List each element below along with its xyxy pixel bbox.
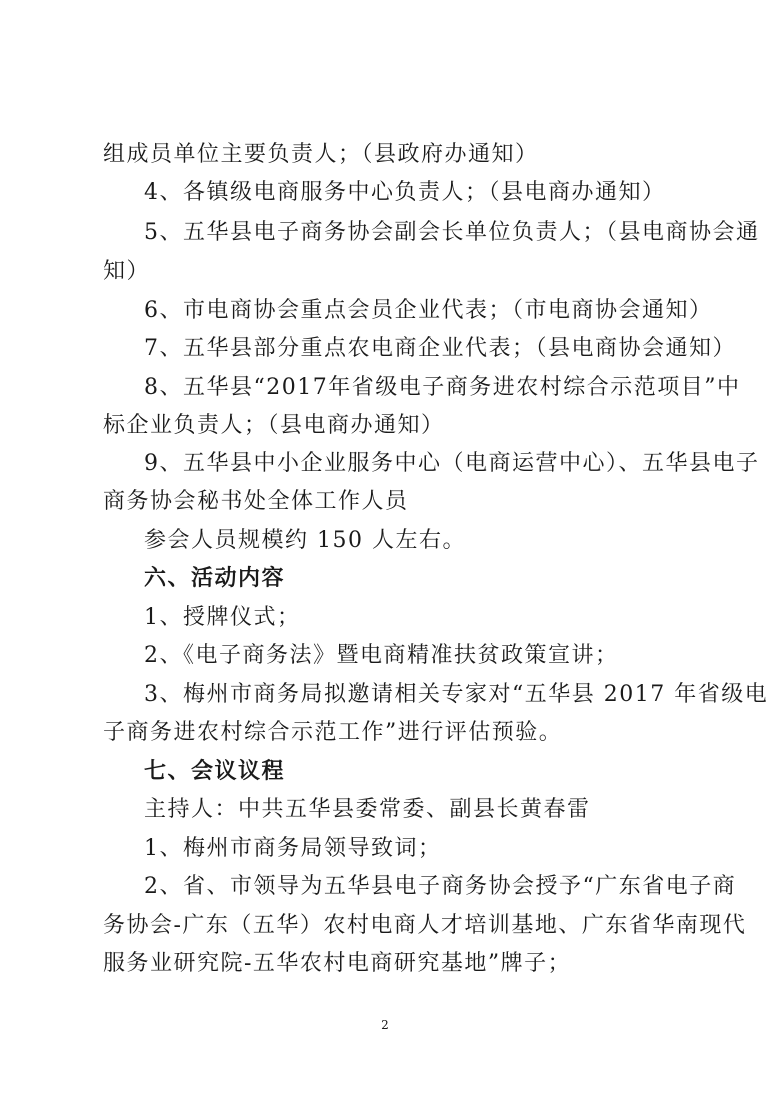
text-line: 标企业负责人；（县电商办通知） xyxy=(103,413,445,438)
page-number: 2 xyxy=(381,1018,389,1032)
text-line: 4、各镇级电商服务中心负责人；（县电商办通知） xyxy=(144,180,666,205)
text-line: 2、省、市领导为五华县电子商务协会授予“广东省电子商 xyxy=(144,874,737,899)
section-heading: 七、会议议程 xyxy=(144,759,286,784)
text-line: 7、五华县部分重点农电商企业代表；（县电商协会通知） xyxy=(144,336,736,361)
text-line: 参会人员规模约 150 人左右。 xyxy=(144,528,466,553)
text-line: 6、市电商协会重点会员企业代表；（市电商协会通知） xyxy=(144,298,713,323)
text-line: 2、《电子商务法》暨电商精准扶贫政策宣讲； xyxy=(144,643,619,668)
text-line: 知） xyxy=(103,259,151,284)
text-line: 服务业研究院-五华农村电商研究基地”牌子； xyxy=(103,951,572,976)
text-line: 9、五华县中小企业服务中心（电商运营中心）、五华县电子 xyxy=(144,451,760,476)
section-heading: 六、活动内容 xyxy=(144,566,286,591)
text-line: 5、五华县电子商务协会副会长单位负责人；（县电商协会通 xyxy=(144,220,760,245)
text-line: 1、授牌仪式； xyxy=(144,605,301,630)
text-line: 组成员单位主要负责人；（县政府办通知） xyxy=(103,142,539,167)
text-line: 子商务进农村综合示范工作”进行评估预验。 xyxy=(103,720,563,745)
text-line: 3、梅州市商务局拟邀请相关专家对“五华县 2017 年省级电 xyxy=(144,682,769,707)
host-line: 主持人：中共五华县委常委、副县长黄春雷 xyxy=(144,797,591,822)
text-line: 商务协会秘书处全体工作人员 xyxy=(103,489,409,514)
text-line: 8、五华县“2017年省级电子商务进农村综合示范项目”中 xyxy=(144,375,741,400)
text-line: 务协会-广东（五华）农村电商人才培训基地、广东省华南现代 xyxy=(103,913,747,938)
text-line: 1、梅州市商务局领导致词； xyxy=(144,836,442,861)
